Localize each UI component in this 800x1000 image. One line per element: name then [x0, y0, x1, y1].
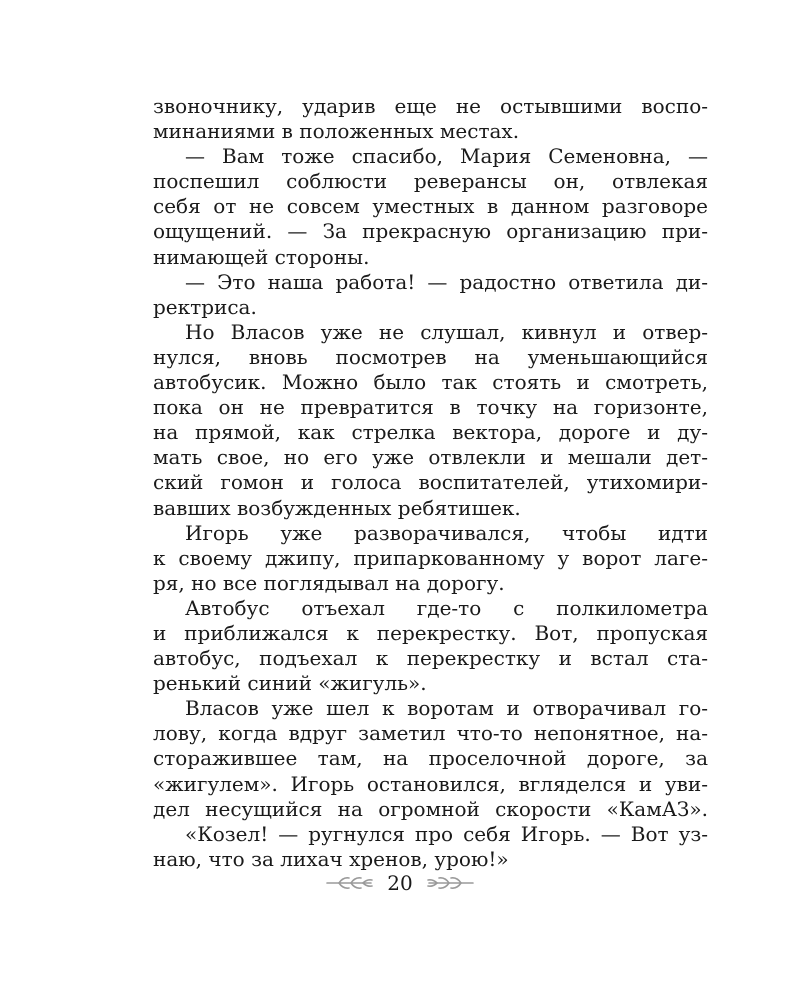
- text-line: Власов уже шел к воротам и отворачивал го-: [185, 696, 708, 721]
- text-line: ский гомон и голоса воспитателей, утихомири-: [153, 470, 708, 495]
- text-line: нимающей стороны.: [153, 244, 370, 269]
- text-line: пока он не превратится в точку на горизонте,: [153, 395, 708, 420]
- text-line: — Это наша работа! — радостно ответила ди-: [185, 269, 708, 294]
- page-number: 20: [387, 871, 413, 895]
- text-line: ря, но все поглядывал на дорогу.: [153, 570, 505, 595]
- text-line: ренький синий «жигуль».: [153, 671, 427, 696]
- text-line: на прямой, как стрелка вектора, дороге и ду-: [153, 420, 708, 445]
- text-line: себя от не совсем уместных в данном разговоре: [153, 194, 708, 219]
- text-line: Автобус отъехал где-то с полкилометра: [185, 595, 708, 620]
- text-line: наю, что за лихач хренов, урою!»: [153, 846, 509, 871]
- text-line: вавших возбужденных ребятишек.: [153, 495, 521, 520]
- text-line: дел несущийся на огромной скорости «КамАЗ».: [153, 796, 708, 821]
- page-footer: [0, 868, 800, 898]
- right-leaf-ornament-icon: [425, 875, 475, 891]
- text-line: и приближался к перекрестку. Вот, пропуская: [153, 620, 708, 645]
- text-line: минаниями в положенных местах.: [153, 119, 520, 144]
- text-line: «жигулем». Игорь остановился, вгляделся и уви-: [153, 771, 708, 796]
- left-leaf-ornament-icon: [325, 875, 375, 891]
- page-body: [153, 94, 708, 872]
- text-line: автобусик. Можно было так стоять и смотреть,: [153, 370, 708, 395]
- text-line: автобус, подъехал к перекрестку и встал ста-: [153, 646, 708, 671]
- text-line: нулся, вновь посмотрев на уменьшающийся: [153, 344, 708, 369]
- text-line: ректриса.: [153, 294, 257, 319]
- text-line: лову, когда вдруг заметил что-то непонятное, на-: [153, 721, 708, 746]
- text-line: сторажившее там, на проселочной дороге, за: [153, 746, 708, 771]
- text-line: Но Власов уже не слушал, кивнул и отвер-: [185, 319, 708, 344]
- text-line: Игорь уже разворачивался, чтобы идти: [185, 520, 708, 545]
- text-line: поспешил соблюсти реверансы он, отвлекая: [153, 169, 708, 194]
- text-line: звоночнику, ударив еще не остывшими воспо-: [153, 94, 708, 118]
- text-line: ощущений. — За прекрасную организацию при-: [153, 219, 708, 244]
- text-line: — Вам тоже спасибо, Мария Семеновна, —: [185, 144, 708, 169]
- text-line: «Козел! — ругнулся про себя Игорь. — Вот уз-: [185, 821, 708, 846]
- text-line: к своему джипу, припаркованному у ворот лаге-: [153, 545, 708, 570]
- text-line: мать свое, но его уже отвлекли и мешали дет-: [153, 445, 708, 470]
